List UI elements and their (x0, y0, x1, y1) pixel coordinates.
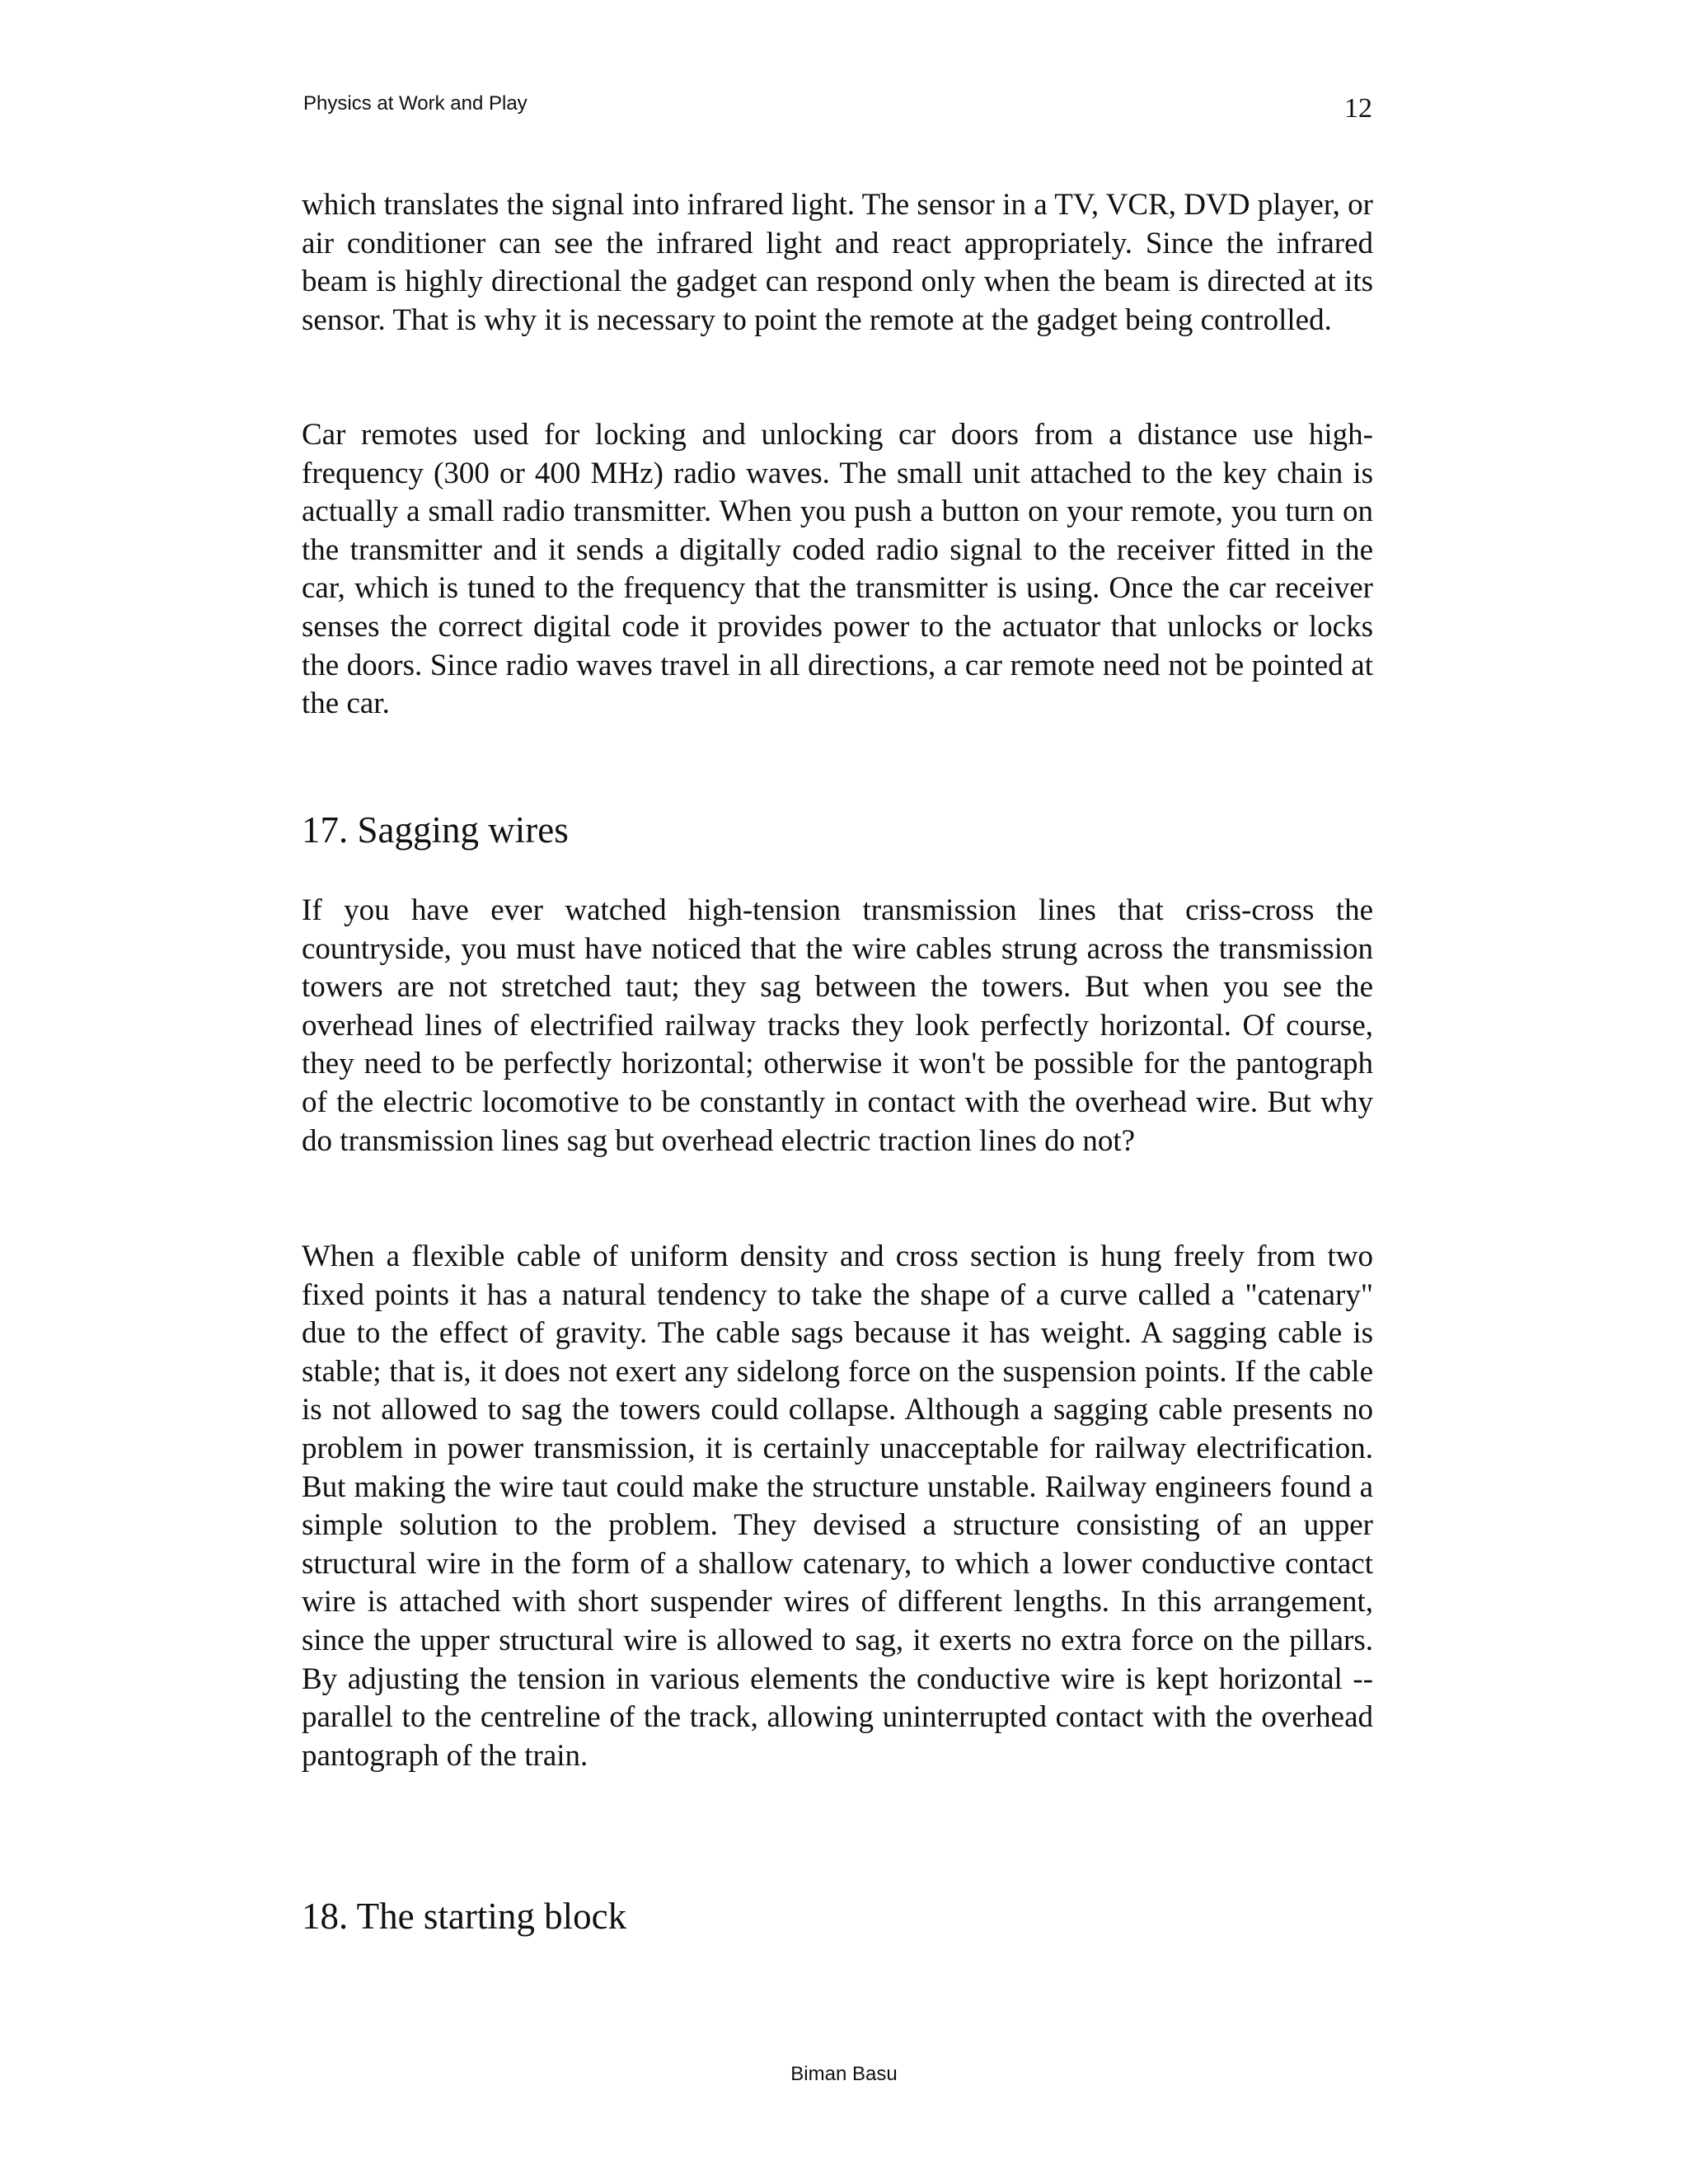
section-heading-sagging-wires: 17. Sagging wires (302, 809, 569, 851)
running-header-title: Physics at Work and Play (303, 92, 528, 115)
page-footer-author: Biman Basu (790, 2063, 898, 2085)
paragraph-infrared-remote: which translates the signal into infrared light. The sensor in a TV, VCR, DVD player, or air conditioner can see the infrared light and react appropriately. Since the infrared beam is highly directional the gadget can respond only when the beam is directed at its sensor. That is why it is necessary to point the remote at the gadget being controlled. (302, 188, 1373, 337)
page-number: 12 (1344, 93, 1372, 124)
paragraph-car-remote: Car remotes used for locking and unlocking car doors from a distance use high-frequency (300 or 400 MHz) radio waves. The small unit attached to the key chain is actually a small radio transmitter. When you push a button on your remote, you turn on the transmitter and it sends a digitally coded radio signal to the receiver fitted in the car, which is tuned to the frequency that the transmitter is using. Once the car receiver senses the correct digital code it provides power to the actuator that unlocks or locks the doors. Since radio waves travel in all directions, a car remote need not be pointed at the car. (302, 418, 1373, 721)
paragraph-catenary: When a flexible cable of uniform density and cross section is hung freely from two fixed points it has a natural tendency to take the shape of a curve called a "catenary" due to the effect of gravity. The cable sags because it has weight. A sagging cable is stable; that is, it does not exert any sidelong force on the suspension points. If the cable is not allowed to sag the towers could collapse. Although a sagging cable presents no problem in power transmission, it is certainly unacceptable for railway electrification. But making the wire taut could make the structure unstable. Railway engineers found a simple solution to the problem. They devised a structure consisting of an upper structural wire in the form of a shallow catenary, to which a lower conductive contact wire is attached with short suspender wires of different lengths. In this arrangement, since the upper structural wire is allowed to sag, it exerts no extra force on the pillars. By adjusting the tension in various elements the conductive wire is kept horizontal -- parallel to the centreline of the track, allowing uninterrupted contact with the overhead pantograph of the train. (302, 1240, 1373, 1773)
paragraph-transmission-lines: If you have ever watched high-tension transmission lines that criss-cross the countryside, you must have noticed that the wire cables strung across the transmission towers are not stretched taut; they sag between the towers. But when you see the overhead lines of electrified railway tracks they look perfectly horizontal. Of course, they need to be perfectly horizontal; otherwise it won't be possible for the pantograph of the electric locomotive to be constantly in contact with the overhead wire. But why do transmission lines sag but overhead electric traction lines do not? (302, 893, 1373, 1158)
section-heading-starting-block: 18. The starting block (302, 1896, 627, 1937)
